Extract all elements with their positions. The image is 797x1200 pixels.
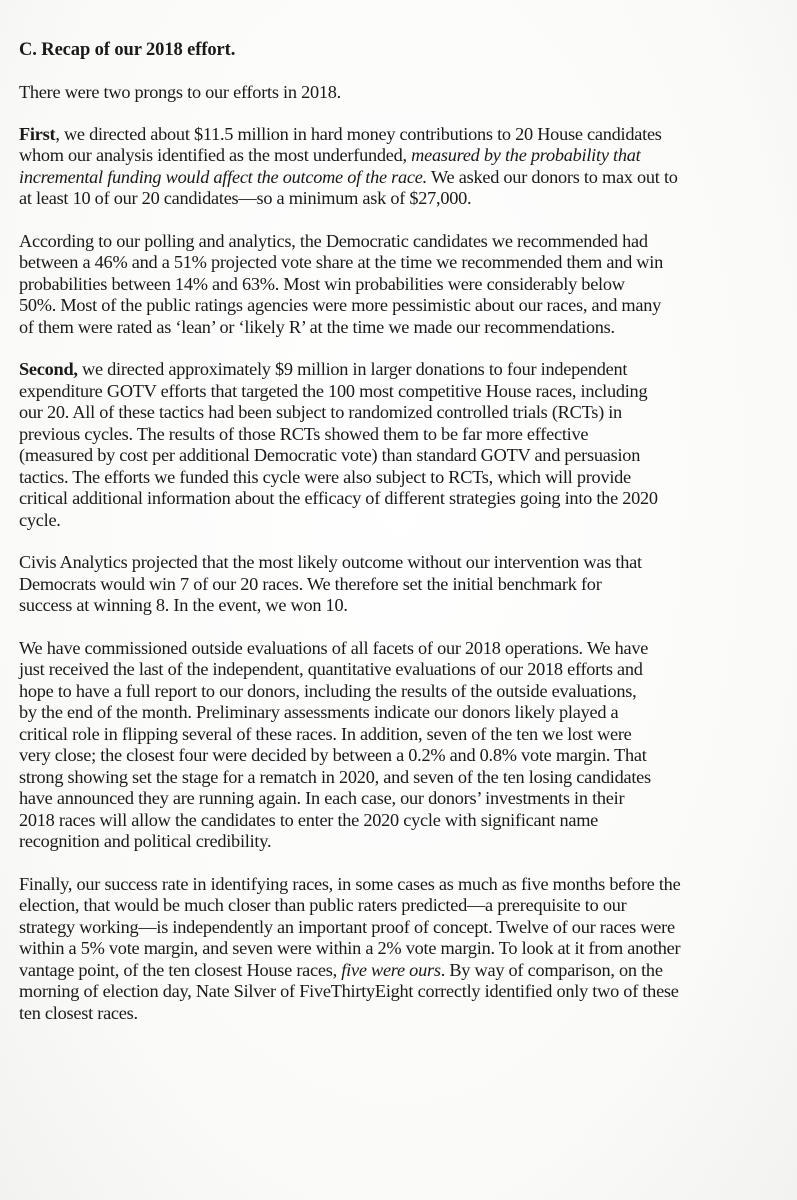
text-run: have announced they are running again. In each case, our donors’ investments in their (19, 788, 625, 808)
text-line (19, 488, 789, 510)
text-run: vantage point, of the ten closest House races, (19, 959, 342, 980)
text-line (19, 82, 789, 104)
bold-run: First (19, 123, 56, 144)
text-line (19, 681, 789, 703)
text-run: ten closest races. (19, 1002, 138, 1023)
text-run: recognition and political credibility. (19, 831, 272, 851)
text-run: just received the last of the independent, quantitative evaluations of our 2018 efforts and (19, 659, 643, 679)
text-line (19, 124, 789, 146)
text-line (19, 917, 789, 939)
text-run: According to our polling and analytics, the Democratic candidates we recommended had (19, 230, 648, 251)
text-line (19, 895, 789, 917)
paragraph-intro (19, 82, 789, 104)
text-run: previous cycles. The results of those RCTs showed them to be far more effective (19, 423, 589, 444)
text-run: our 20. All of these tactics had been subject to randomized controlled trials (RCTs) in (19, 402, 622, 422)
text-run: We have commissioned outside evaluations of all facets of our 2018 operations. We have (19, 637, 649, 658)
paragraph-spacer (19, 338, 789, 359)
document-body (19, 38, 789, 1024)
text-line (19, 252, 789, 274)
text-run: Finally, our success rate in identifying races, in some cases as much as five months before the (19, 873, 681, 894)
text-run: strong showing set the stage for a rematch in 2020, and seven of the ten losing candidates (19, 766, 651, 787)
text-line (19, 231, 789, 253)
text-line (19, 831, 789, 853)
text-run: , we directed about $11.5 million in hard money contributions to 20 House candidates (55, 123, 662, 144)
text-line (19, 724, 789, 746)
paragraph-spacer (19, 617, 789, 638)
paragraph-spacer (19, 531, 789, 552)
text-line (19, 745, 789, 767)
text-line (19, 574, 789, 596)
italic-run: incremental funding would affect the outcome of the race. (19, 166, 427, 187)
text-line (19, 938, 789, 960)
text-run: There were two prongs to our efforts in 2018. (19, 82, 341, 102)
paragraph-polling (19, 231, 789, 339)
italic-run: measured by the probability that (411, 145, 641, 165)
text-line (19, 552, 789, 574)
text-run: whom our analysis identified as the most underfunded, (19, 145, 412, 165)
text-line (19, 510, 789, 532)
text-run: expenditure GOTV efforts that targeted the 100 most competitive House races, including (19, 380, 648, 401)
text-line (19, 960, 789, 982)
text-run: . By way of comparison, on the (440, 959, 663, 980)
text-run: (measured by cost per additional Democratic vote) than standard GOTV and persuasion (19, 445, 641, 465)
text-run: critical additional information about the efficacy of different strategies going into the 2020 (19, 488, 658, 508)
text-line (19, 381, 789, 403)
text-line (19, 467, 789, 489)
paragraph-second (19, 359, 789, 531)
paragraph-spacer (19, 104, 789, 124)
text-line (19, 402, 789, 424)
text-line (19, 145, 789, 167)
text-run: cycle. (19, 509, 61, 530)
text-line (19, 167, 789, 189)
paragraph-first (19, 124, 789, 210)
paragraph-civis (19, 552, 789, 617)
text-line (19, 1003, 789, 1025)
text-run: We asked our donors to max out to (427, 166, 678, 187)
bold-run: Second, (19, 359, 78, 379)
text-run: 2018 races will allow the candidates to enter the 2020 cycle with significant name (19, 809, 599, 830)
text-run: by the end of the month. Preliminary assessments indicate our donors likely played a (19, 702, 619, 722)
text-line (19, 445, 789, 467)
text-run: 50%. Most of the public ratings agencies were more pessimistic about our races, and many (19, 295, 662, 315)
text-run: we directed approximately $9 million in larger donations to four independent (77, 359, 628, 379)
text-line (19, 317, 789, 339)
text-run: very close; the closest four were decided by between a 0.2% and 0.8% vote margin. That (19, 745, 647, 765)
text-line (19, 788, 789, 810)
text-line (19, 595, 789, 617)
text-run: election, that would be much closer than public raters predicted—a prerequisite to our (19, 895, 627, 915)
paragraph-finally (19, 874, 789, 1025)
text-line (19, 295, 789, 317)
text-run: Civis Analytics projected that the most likely outcome without our intervention was that (19, 552, 642, 572)
text-run: morning of election day, Nate Silver of FiveThirtyEight correctly identified only two of these (19, 981, 679, 1001)
text-run: within a 5% vote margin, and seven were within a 2% vote margin. To look at it from another (19, 938, 681, 958)
text-line (19, 188, 789, 210)
text-line (19, 702, 789, 724)
text-run: critical role in flipping several of these races. In addition, seven of the ten we lost were (19, 723, 632, 744)
text-line (19, 810, 789, 832)
text-run: tactics. The efforts we funded this cycle were also subject to RCTs, which will provide (19, 466, 631, 487)
paragraph-spacer (19, 853, 789, 874)
paragraph-evaluations (19, 638, 789, 853)
text-line (19, 659, 789, 681)
text-line (19, 638, 789, 660)
section-heading: C. Recap of our 2018 effort. (19, 40, 236, 60)
text-run: Democrats would win 7 of our 20 races. We therefore set the initial benchmark for (19, 573, 602, 594)
paragraph-spacer (19, 210, 789, 231)
text-run: between a 46% and a 51% projected vote share at the time we recommended them and win (19, 252, 663, 272)
text-line (19, 359, 789, 381)
text-run: at least 10 of our 20 candidates—so a minimum ask of $27,000. (19, 188, 472, 208)
text-line (19, 981, 789, 1003)
text-run: hope to have a full report to our donors, including the results of the outside evaluations, (19, 680, 637, 701)
text-run: probabilities between 14% and 63%. Most win probabilities were considerably below (19, 273, 625, 294)
text-run: of them were rated as ‘lean’ or ‘likely R’ at the time we made our recommendations. (19, 316, 615, 337)
italic-run: five were ours (341, 959, 441, 980)
text-line (19, 274, 789, 296)
text-line (19, 874, 789, 896)
text-line (19, 767, 789, 789)
text-run: success at winning 8. In the event, we won 10. (19, 595, 348, 615)
paragraph-container (19, 82, 789, 1024)
text-run: strategy working—is independently an important proof of concept. Twelve of our races were (19, 916, 675, 937)
text-line (19, 424, 789, 446)
